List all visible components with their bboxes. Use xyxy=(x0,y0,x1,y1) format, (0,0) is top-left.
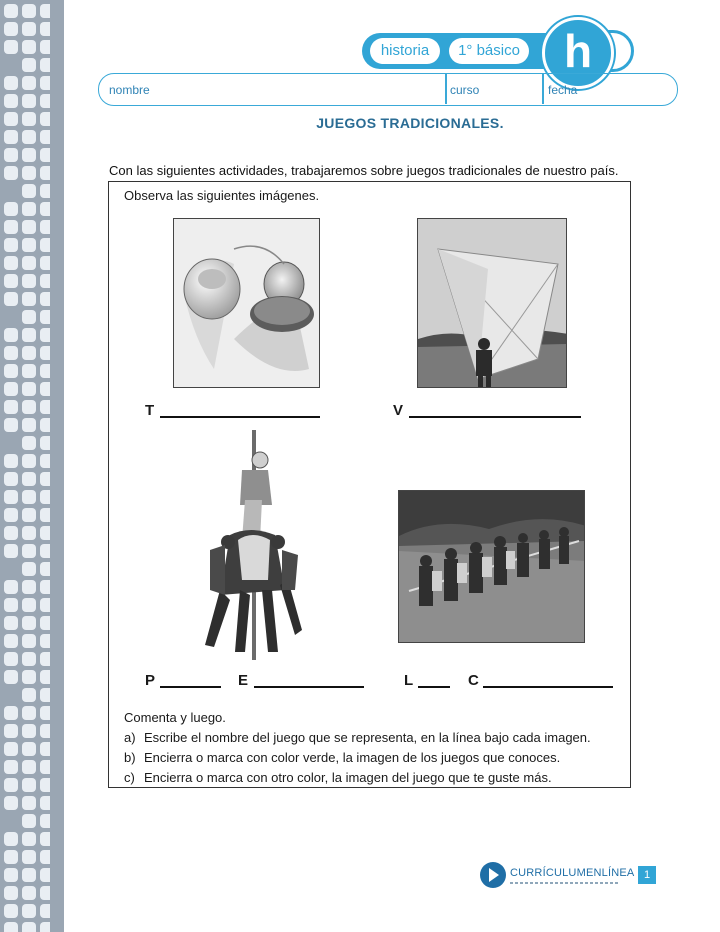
strip-tile xyxy=(22,472,36,486)
divider xyxy=(542,74,544,104)
strip-tile xyxy=(40,40,50,54)
strip-tile xyxy=(22,706,36,720)
instruction-item xyxy=(124,768,591,788)
answer-line-cuerda[interactable] xyxy=(483,686,613,688)
strip-tile xyxy=(4,292,18,306)
course-field-label: curso xyxy=(450,83,480,97)
strip-tile xyxy=(40,724,50,738)
strip-tile xyxy=(22,274,36,288)
strip-tile xyxy=(40,418,50,432)
strip-tile xyxy=(40,796,50,810)
strip-tile xyxy=(40,364,50,378)
strip-tile xyxy=(4,634,18,648)
grade-tag: 1° básico xyxy=(449,38,529,64)
strip-tile xyxy=(22,382,36,396)
strip-tile xyxy=(22,418,36,432)
strip-tile xyxy=(40,58,50,72)
strip-tile xyxy=(40,526,50,540)
strip-tile xyxy=(22,742,36,756)
strip-tile xyxy=(4,202,18,216)
instruction-letter: c) xyxy=(124,770,135,785)
strip-tile xyxy=(40,310,50,324)
strip-tile xyxy=(40,832,50,846)
logo-text: CURRÍCULUMENLÍNEA xyxy=(510,866,635,879)
strip-tile xyxy=(22,904,36,918)
strip-tile xyxy=(40,22,50,36)
answer-line-volantin[interactable] xyxy=(409,416,581,418)
instructions-lead: Comenta y luego. xyxy=(124,710,226,725)
strip-tile xyxy=(40,580,50,594)
strip-tile xyxy=(22,598,36,612)
strip-tile xyxy=(22,22,36,36)
initial-t: T xyxy=(145,402,155,419)
strip-tile xyxy=(22,130,36,144)
initial-v: V xyxy=(393,402,404,419)
strip-tile xyxy=(4,778,18,792)
strip-tile xyxy=(4,220,18,234)
instruction-letter: b) xyxy=(124,750,136,765)
volantin-image xyxy=(417,218,567,388)
strip-tile xyxy=(22,652,36,666)
strip-tile xyxy=(22,400,36,414)
strip-tile xyxy=(4,472,18,486)
answer-line-encebado[interactable] xyxy=(254,686,364,688)
strip-tile xyxy=(22,292,36,306)
strip-tile xyxy=(4,652,18,666)
strip-tile xyxy=(4,922,18,932)
strip-tile xyxy=(22,436,36,450)
strip-tile xyxy=(22,814,36,828)
strip-tile xyxy=(40,652,50,666)
strip-tile xyxy=(40,382,50,396)
strip-tile xyxy=(40,886,50,900)
strip-tile xyxy=(4,40,18,54)
logo-tagline-decor xyxy=(510,882,618,884)
strip-tile xyxy=(40,292,50,306)
strip-tile xyxy=(40,688,50,702)
intro-text: Con las siguientes actividades, trabajaremos sobre juegos tradicionales de nuestro país. xyxy=(109,163,619,178)
strip-tile xyxy=(4,274,18,288)
strip-tile xyxy=(4,328,18,342)
strip-tile xyxy=(22,454,36,468)
strip-tile xyxy=(40,598,50,612)
strip-tile xyxy=(4,886,18,900)
strip-tile xyxy=(22,526,36,540)
strip-tile xyxy=(4,832,18,846)
strip-tile xyxy=(22,58,36,72)
strip-tile xyxy=(40,778,50,792)
strip-tile xyxy=(40,274,50,288)
strip-tile xyxy=(22,778,36,792)
strip-tile xyxy=(4,454,18,468)
strip-tile xyxy=(40,94,50,108)
strip-tile xyxy=(22,40,36,54)
strip-tile xyxy=(40,436,50,450)
strip-tile xyxy=(22,580,36,594)
strip-tile xyxy=(40,490,50,504)
strip-tile xyxy=(22,562,36,576)
strip-tile xyxy=(40,562,50,576)
decorative-strip xyxy=(0,0,64,932)
strip-tile xyxy=(4,94,18,108)
strip-tile xyxy=(22,760,36,774)
strip-tile xyxy=(4,490,18,504)
strip-tile xyxy=(4,706,18,720)
strip-tile xyxy=(4,760,18,774)
strip-tile xyxy=(4,544,18,558)
strip-tile xyxy=(40,130,50,144)
strip-tile xyxy=(4,256,18,270)
date-field-label: fecha xyxy=(548,83,578,97)
strip-tile xyxy=(22,76,36,90)
strip-tile xyxy=(22,256,36,270)
strip-tile xyxy=(22,688,36,702)
strip-tile xyxy=(4,796,18,810)
strip-tile xyxy=(40,184,50,198)
observe-prompt: Observa las siguientes imágenes. xyxy=(124,188,320,203)
strip-tile xyxy=(22,220,36,234)
strip-tile xyxy=(40,328,50,342)
strip-tile xyxy=(40,544,50,558)
strip-tile xyxy=(40,454,50,468)
strip-pattern xyxy=(4,4,54,932)
strip-tile xyxy=(22,670,36,684)
answer-line-lucha[interactable] xyxy=(418,686,450,688)
strip-tile xyxy=(40,76,50,90)
initial-l: L xyxy=(404,672,414,689)
strip-tile xyxy=(40,706,50,720)
strip-tile xyxy=(4,400,18,414)
strip-tile xyxy=(4,670,18,684)
palo-encebado-image xyxy=(190,430,305,660)
strip-tile xyxy=(22,724,36,738)
strip-tile xyxy=(40,400,50,414)
strip-tile xyxy=(4,166,18,180)
strip-tile xyxy=(4,526,18,540)
strip-tile xyxy=(4,130,18,144)
strip-tile xyxy=(40,508,50,522)
strip-tile xyxy=(40,202,50,216)
page-number: 1 xyxy=(638,866,656,884)
strip-tile xyxy=(22,544,36,558)
strip-tile xyxy=(4,742,18,756)
strip-tile xyxy=(4,22,18,36)
strip-tile xyxy=(40,760,50,774)
strip-tile xyxy=(4,724,18,738)
strip-tile xyxy=(4,238,18,252)
strip-tile xyxy=(40,256,50,270)
strip-tile xyxy=(40,616,50,630)
instructions xyxy=(124,708,591,788)
student-info-row xyxy=(98,73,678,106)
trompo-image xyxy=(173,218,320,388)
strip-tile xyxy=(40,742,50,756)
strip-tile xyxy=(22,238,36,252)
strip-tile xyxy=(40,472,50,486)
strip-tile xyxy=(22,94,36,108)
divider xyxy=(445,74,447,104)
strip-tile xyxy=(22,868,36,882)
strip-tile xyxy=(22,796,36,810)
answer-line-palo[interactable] xyxy=(160,686,221,688)
strip-tile xyxy=(22,4,36,18)
strip-tile xyxy=(4,580,18,594)
subject-logo: h xyxy=(542,17,614,89)
strip-tile xyxy=(22,832,36,846)
lucha-cuerda-image xyxy=(398,490,585,643)
strip-tile xyxy=(4,508,18,522)
strip-tile xyxy=(4,148,18,162)
strip-tile xyxy=(22,310,36,324)
strip-tile xyxy=(22,184,36,198)
strip-tile xyxy=(22,886,36,900)
name-field-label: nombre xyxy=(109,83,150,97)
strip-tile xyxy=(4,76,18,90)
strip-tile xyxy=(40,814,50,828)
strip-tile xyxy=(40,868,50,882)
curriculum-logo xyxy=(480,862,634,888)
strip-tile xyxy=(40,850,50,864)
initial-p: P xyxy=(145,672,156,689)
instruction-text: Escribe el nombre del juego que se representa, en la línea bajo cada imagen. xyxy=(144,730,591,745)
strip-tile xyxy=(4,904,18,918)
strip-tile xyxy=(4,364,18,378)
instruction-item xyxy=(124,728,591,748)
instruction-text: Encierra o marca con otro color, la imagen del juego que te guste más. xyxy=(144,770,552,785)
strip-tile xyxy=(40,346,50,360)
strip-tile xyxy=(40,238,50,252)
strip-tile xyxy=(40,904,50,918)
instruction-item xyxy=(124,748,591,768)
strip-tile xyxy=(22,922,36,932)
strip-tile xyxy=(22,202,36,216)
strip-tile xyxy=(22,634,36,648)
strip-tile xyxy=(40,148,50,162)
instruction-letter: a) xyxy=(124,730,136,745)
strip-tile xyxy=(40,220,50,234)
strip-tile xyxy=(40,922,50,932)
strip-tile xyxy=(4,850,18,864)
strip-tile xyxy=(4,382,18,396)
strip-tile xyxy=(22,490,36,504)
strip-tile xyxy=(4,868,18,882)
answer-line-trompo[interactable] xyxy=(160,416,320,418)
strip-tile xyxy=(40,634,50,648)
strip-tile xyxy=(22,616,36,630)
strip-tile xyxy=(4,418,18,432)
play-arrow-icon xyxy=(480,862,506,888)
strip-tile xyxy=(22,508,36,522)
initial-e: E xyxy=(238,672,249,689)
strip-tile xyxy=(4,346,18,360)
strip-tile xyxy=(22,166,36,180)
strip-tile xyxy=(22,850,36,864)
strip-tile xyxy=(22,328,36,342)
worksheet-title: JUEGOS TRADICIONALES. xyxy=(316,115,504,131)
strip-tile xyxy=(22,364,36,378)
strip-tile xyxy=(4,616,18,630)
strip-tile xyxy=(40,166,50,180)
subject-tag: historia xyxy=(370,38,440,64)
strip-tile xyxy=(4,4,18,18)
initial-c: C xyxy=(468,672,479,689)
instruction-text: Encierra o marca con color verde, la imagen de los juegos que conoces. xyxy=(144,750,561,765)
strip-tile xyxy=(4,598,18,612)
strip-tile xyxy=(22,148,36,162)
strip-tile xyxy=(40,4,50,18)
strip-tile xyxy=(22,346,36,360)
strip-tile xyxy=(40,670,50,684)
